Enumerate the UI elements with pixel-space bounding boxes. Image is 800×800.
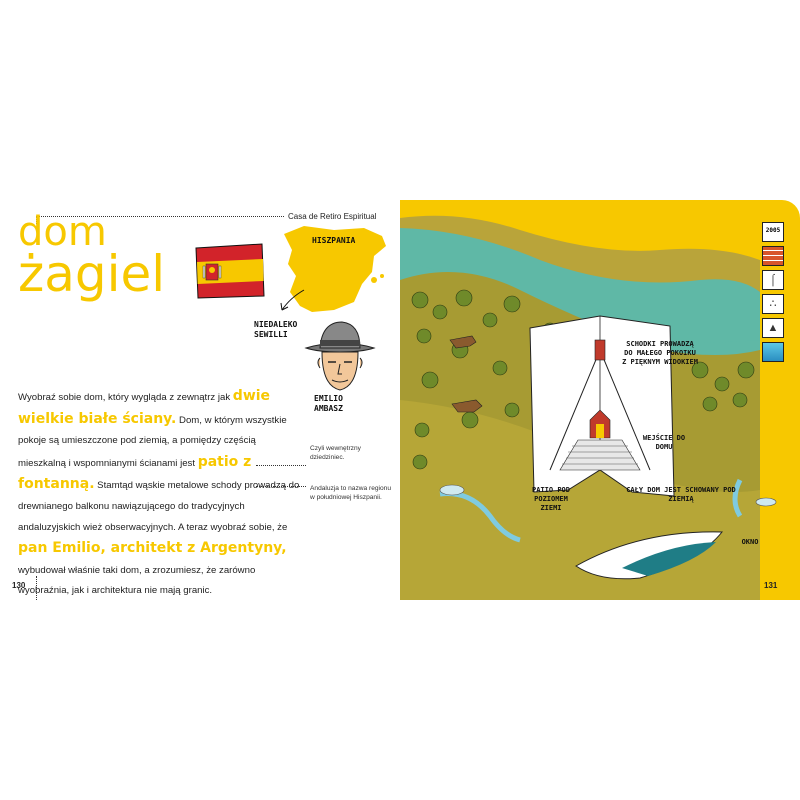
highlight-walls: dwie wielkie białe ściany. [18, 388, 271, 427]
spain-flag-illustration [192, 240, 268, 300]
page-number-right: 131 [764, 581, 778, 590]
architect-label: EMILIO AMBASZ [314, 394, 343, 413]
left-page [0, 200, 400, 600]
location-label: NIEDALEKO SEWILLI [254, 320, 298, 339]
hidden-house-label: CAŁY DOM JEST SCHOWANY POD ZIEMIĄ [626, 486, 736, 503]
paragraph-text: wybudował właśnie taki dom, a zrozumiesz, że zarówno wyobraźnia, jak i architektura nie mają granic. [18, 564, 256, 597]
brick-wall-icon [762, 246, 784, 266]
note-leader-andaluzja [256, 486, 306, 487]
highlight-architect: pan Emilio, architekt z Argentyny, [18, 540, 287, 557]
title-line-2: żagiel [18, 245, 166, 303]
body-paragraph [18, 386, 300, 602]
map-pointer-arrow [276, 288, 306, 314]
subtitle: Casa de Retiro Espiritual [288, 212, 377, 221]
paragraph-text: Wyobraź sobie dom, który wygląda z zewnątrz jak [18, 392, 233, 403]
fireplace-glyph: ▲ [767, 322, 779, 334]
stairs-label: SCHODKI PROWADZĄ DO MAŁEGO POKOIKU Z PIĘKNYM WIDOKIEM [622, 340, 698, 366]
shower-glyph: ∴ [769, 298, 777, 310]
note-patio: Czyli wewnętrzny dziedziniec. [310, 445, 361, 461]
note-andaluzja: Andaluzja to nazwa regionu w południowej Hiszpanii. [310, 485, 392, 501]
architect-portrait-illustration [302, 318, 378, 406]
page-number-left: 130 [12, 581, 26, 590]
page-number-rule [36, 576, 38, 600]
right-page [400, 200, 800, 600]
paragraph-text: Stamtąd wąskie metalowe schody prowadzą do drewnianego balkonu nawiązującego do tradycyjnych andaluzyjskich wież obserwacyjnych. A teraz wyobraź sobie, że [18, 480, 300, 533]
entrance-label: WEJŚCIE DO DOMU [642, 434, 686, 451]
year-icon [762, 222, 784, 242]
map-label: HISZPANIA [312, 236, 356, 245]
highlight-patio: patio z fontanną. [18, 453, 252, 493]
feature-icon-column [762, 222, 784, 366]
paragraph-text: Dom, w którym wszystkie pokoje są umieszczone pod ziemią, a pomiędzy częścią mieszkalną i wspomnianymi ścianami jest [18, 414, 287, 469]
window-label: OKNO [741, 538, 759, 546]
pool-icon [762, 342, 784, 362]
patio-label: PATIO POD POZIOMEM ZIEMI [532, 486, 570, 512]
note-leader-patio [256, 465, 306, 466]
bathtub-glyph: ⌠ [769, 274, 777, 286]
bathtub-icon [762, 270, 784, 290]
shower-icon [762, 294, 784, 314]
fireplace-icon [762, 318, 784, 338]
year-label: 2005 [765, 227, 781, 234]
title-line-1: dom [18, 209, 107, 255]
